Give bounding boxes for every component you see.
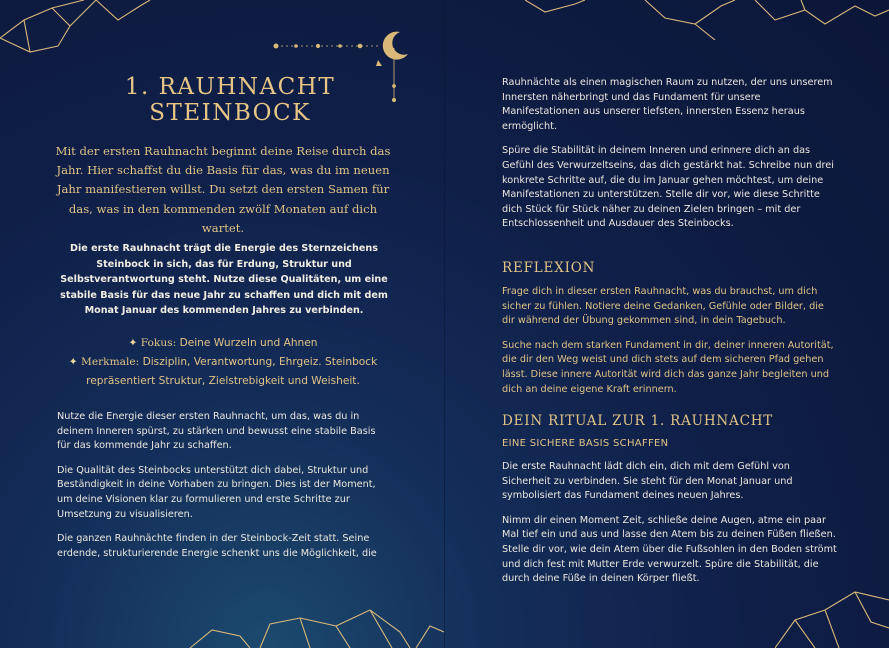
right-top-text: [502, 76, 838, 242]
focus-block: [52, 334, 394, 391]
four-point-star-icon: ✦: [68, 356, 78, 368]
title-line-1: 1. RAUHNACHT: [124, 74, 336, 100]
constellation-bottom-left-decoration: [160, 596, 444, 648]
zodiac-energy-paragraph: Die erste Rauhnacht trägt die Energie des Sternzeichens Steinbock in sich, das für Erdung, Struktur und Selbstverantwortung steht. Nutze diese Qualitäten, um eine stabile Basis für das neue Jahr zu schaffen und dich mit dem Monat Januar des kommenden Jahres zu verbinden.: [60, 243, 388, 316]
focus-label: Fokus:: [140, 337, 177, 349]
body-paragraph: Die Qualität des Steinbocks unterstützt dich dabei, Struktur und Beständigkeit in deine Vorhaben zu bringen. Dies ist der Moment, um deine Visionen klar zu formulieren und erste Schritte zur Umsetzung zu visualisieren.: [57, 464, 376, 520]
body-paragraph: Nutze die Energie dieser ersten Rauhnacht, um das, was du in deinem Inneren spürst, zu stärken und bewusst eine stabile Basis für das kommende Jahr zu schaffen.: [57, 411, 376, 452]
traits-text: Disziplin, Verantwortung, Ehrgeiz. Steinbock repräsentiert Struktur, Zielstrebigkeit und Weisheit.: [86, 356, 378, 387]
ritual-text: [502, 460, 838, 597]
title-line-2: STEINBOCK: [149, 100, 311, 126]
four-point-star-icon: ✦: [128, 337, 138, 349]
ritual-paragraph: Die erste Rauhnacht lädt dich ein, dich mit dem Gefühl von Sicherheit zu verbinden. Sie steht für den Monat Januar und symbolisiert das Fundament deines neuen Jahres.: [502, 461, 793, 502]
ritual-heading: DEIN RITUAL ZUR 1. RAUHNACHT: [502, 413, 774, 429]
ritual-subheading: EINE SICHERE BASIS SCHAFFEN: [502, 438, 669, 449]
intro-paragraph: Mit der ersten Rauhnacht beginnt deine Reise durch das Jahr. Hier schaffst du die Basis für das, was du im neuen Jahr manifestieren willst. Du setzt den ersten Samen für das, was in den kommenden zwölf Monaten auf dich wartet.: [55, 144, 391, 235]
body-paragraph: Spüre die Stabilität in deinem Inneren und erinnere dich an das Gefühl des Verwurzeltseins, das dich gestärkt hat. Schreibe nun drei konkrete Schritte auf, die du im Januar gehen möchtest, um deine Manifestationen zu unterstützen. Stelle dir vor, wie diese Schritte dich Stück für Stück näher zu deinen Zielen bringen – mit der Entschlossenheit und Ausdauer des Steinbocks.: [502, 145, 834, 230]
reflexion-paragraph: Suche nach dem starken Fundament in dir, deiner inneren Autorität, die dir den Weg weist und dich stets auf dem sicheren Pfad gehen lässt. Diese innere Autorität wird dich das ganze Jahr begleiten und dich an deine eigene Kraft erinnern.: [502, 339, 834, 395]
left-body-text: [57, 410, 390, 571]
traits-label: Merkmale:: [81, 356, 140, 368]
left-page: [0, 0, 444, 648]
focus-text: Deine Wurzeln und Ahnen: [179, 337, 318, 349]
reflexion-text: [502, 285, 838, 407]
focus-line: [52, 334, 394, 353]
page-title: [90, 74, 370, 126]
body-paragraph: Die ganzen Rauhnächte finden in der Steinbock-Zeit statt. Seine erdende, strukturierende Energie schenkt uns die Möglichkeit, die: [57, 533, 377, 559]
traits-line: [52, 353, 394, 391]
right-page: [445, 0, 889, 648]
reflexion-heading: REFLEXION: [502, 260, 596, 276]
ritual-paragraph: Nimm dir einen Moment Zeit, schließe deine Augen, atme ein paar Mal tief ein und aus und lasse den Atem bis zu deinen Füßen fließen. Stelle dir vor, wie dein Atem über die Fußsohlen in den Boden strömt und dich fest mit Mutter Erde verwurzelt. Spüre die Stabilität, die durch deine Füße in deinen Körper fließt.: [502, 514, 837, 585]
body-paragraph: Rauhnächte als einen magischen Raum zu nutzen, der uns unserem Innersten näherbringt und das Fundament für unsere Manifestationen aus unserer tiefsten, innersten Essenz heraus ermöglicht.: [502, 77, 833, 132]
constellation-top-right-decoration: [525, 0, 889, 40]
reflexion-paragraph: Frage dich in dieser ersten Rauhnacht, was du brauchst, um dich sicher zu fühlen. Notiere deine Gedanken, Gefühle oder Bilder, die dir während der Übung gekommen sind, in dein Tagebuch.: [502, 286, 824, 327]
constellation-top-left-decoration: [0, 0, 170, 60]
